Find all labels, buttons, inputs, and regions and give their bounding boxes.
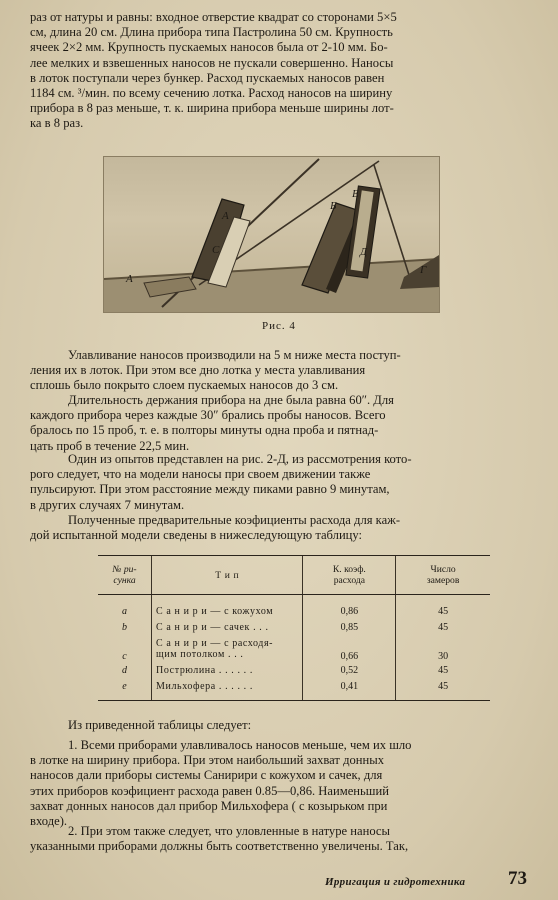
row-coefficient: 0,66 (303, 635, 396, 662)
text-line: см, длина 20 см. Длина прибора типа Пастролина 50 см. Крупность (30, 25, 393, 40)
label-d: Д (360, 246, 367, 258)
journal-title: Ирригация и гидротехника (325, 876, 466, 888)
coefficients-table (98, 555, 490, 701)
text-line: в лотке на ширину прибора. При этом наибольший захват донных (30, 753, 385, 768)
figure-caption: Рис. 4 (262, 320, 296, 332)
text-line: в лоток поступали через бункер. Расход пускаемых наносов равен (30, 70, 385, 85)
text-line: в других случаях 7 минутам. (30, 497, 185, 512)
text-line: 1184 см. ³/мин. по всему сечению лотка. Расход наносов на ширину (30, 86, 393, 101)
row-count: 45 (396, 595, 490, 620)
text-line: раз от натуры и равны: входное отверстие квадрат со сторонами 5×5 (30, 10, 397, 24)
text-line: бралось по 15 проб, т. е. в полторы минуты одна проба и пятнад- (30, 423, 379, 438)
row-type: С а н и р и — с кожухом (152, 595, 303, 620)
row-type: Пострюлина . . . . . . (152, 662, 303, 678)
text-line: Из приведенной таблицы следует: (68, 718, 252, 732)
row-number: d (122, 664, 127, 676)
row-coefficient: 0,41 (303, 678, 396, 701)
paragraph-duration (30, 393, 532, 454)
text-line: прибора в 8 раз меньше, т. к. ширина прибора меньше ширины лот- (30, 101, 394, 116)
header-figure-number: № ри- сунка (98, 556, 152, 595)
text-line: сплошь было покрыто слоем пускаемых наносов до 3 см. (30, 378, 339, 393)
figure-photo (103, 156, 440, 313)
paragraph-experiment (30, 452, 532, 513)
row-type: Мильхофера . . . . . . (152, 678, 303, 701)
text-line: дой испытанной модели сведены в нижеследующую таблицу: (30, 528, 363, 543)
text-line: Длительность держания прибора на дне была равна 60″. Для (68, 393, 394, 407)
table-row (98, 678, 490, 701)
row-count: 30 (396, 635, 490, 662)
row-number: e (98, 678, 152, 701)
row-count: 45 (396, 662, 490, 678)
label-g: Г (420, 264, 427, 276)
text-line: лее мелких и взвешенных наносов не пускали совершенно. Наносы (30, 55, 394, 70)
label-e: Е (352, 188, 359, 200)
text-line: 1. Всеми приборами улавливалось наносов меньше, чем их шло (68, 738, 412, 752)
page-number: 73 (508, 868, 527, 889)
table-row (98, 662, 490, 678)
text-line: Улавливание наносов производили на 5 м ниже места поступ- (68, 348, 401, 362)
table-row (98, 595, 490, 620)
rod-right (374, 165, 409, 275)
paragraph-intro (30, 10, 532, 132)
text-line: пульсируют. При этом расстояние между пиками равно 9 минутам, (30, 482, 390, 497)
text-line: Полученные предварительные коэфициенты расхода для каж- (68, 513, 401, 527)
label-a1: А (222, 210, 229, 222)
text-line: указанными приборами должны быть соответственно увеличены. Так, (30, 839, 409, 854)
row-coefficient: 0,86 (303, 595, 396, 620)
label-a2: А (126, 273, 133, 285)
figure-illustration (104, 157, 439, 312)
paragraph-conclusion-1 (30, 738, 532, 829)
text-line: 2. При этом также следует, что уловленные в натуре наносы (68, 824, 390, 838)
row-number: c (122, 651, 127, 662)
row-coefficient: 0,85 (303, 619, 396, 635)
row-number: a (122, 605, 127, 617)
text-line: захват донных наносов дал прибор Мильхофера ( с козырьком при (30, 798, 388, 813)
text-line: входе). (30, 814, 68, 829)
text-line: рого следует, что на модели наносы при своем движении также (30, 467, 371, 482)
text-line: ячеек 2×2 мм. Крупность пускаемых наносов была от 2-10 мм. Бо- (30, 40, 388, 55)
text-line: каждого прибора через каждые 30″ брались пробы наносов. Всего (30, 408, 386, 423)
paragraph-sediment-capture (30, 348, 532, 394)
header-count: Число замеров (396, 556, 490, 595)
row-coefficient: 0,52 (303, 662, 396, 678)
text-line: ка в 8 раз. (30, 116, 84, 131)
text-line: наносов дали приборы системы Санирири с кожухом и сачек, для (30, 768, 383, 783)
text-line: цать проб в течение 22,5 мин. (30, 438, 190, 453)
label-c: С (212, 244, 220, 256)
row-count: 45 (396, 678, 490, 701)
text-line: ления их в лоток. При этом все дно лотка у места улавливания (30, 363, 366, 378)
table-row (98, 635, 490, 662)
text-line: Один из опытов представлен на рис. 2-Д, из рассмотрения кото- (68, 452, 412, 466)
paragraph-conclusion-intro (30, 718, 532, 733)
table-row (98, 619, 490, 635)
label-b: Б (330, 200, 337, 212)
row-type: С а н и р и — с расходя- щим потолком . . . (152, 635, 303, 662)
row-count: 45 (396, 619, 490, 635)
header-type: Т и п (152, 556, 303, 595)
text-line: этих приборов коэфициент расхода равен 0.85—0,86. Наименьший (30, 783, 389, 798)
row-type: С а н и р и — сачек . . . (152, 619, 303, 635)
header-coefficient: К. коэф. расхода (303, 556, 396, 595)
table-header-row (98, 556, 490, 595)
paragraph-table-intro (30, 513, 532, 543)
paragraph-conclusion-2 (30, 824, 532, 854)
row-number: b (122, 621, 127, 633)
